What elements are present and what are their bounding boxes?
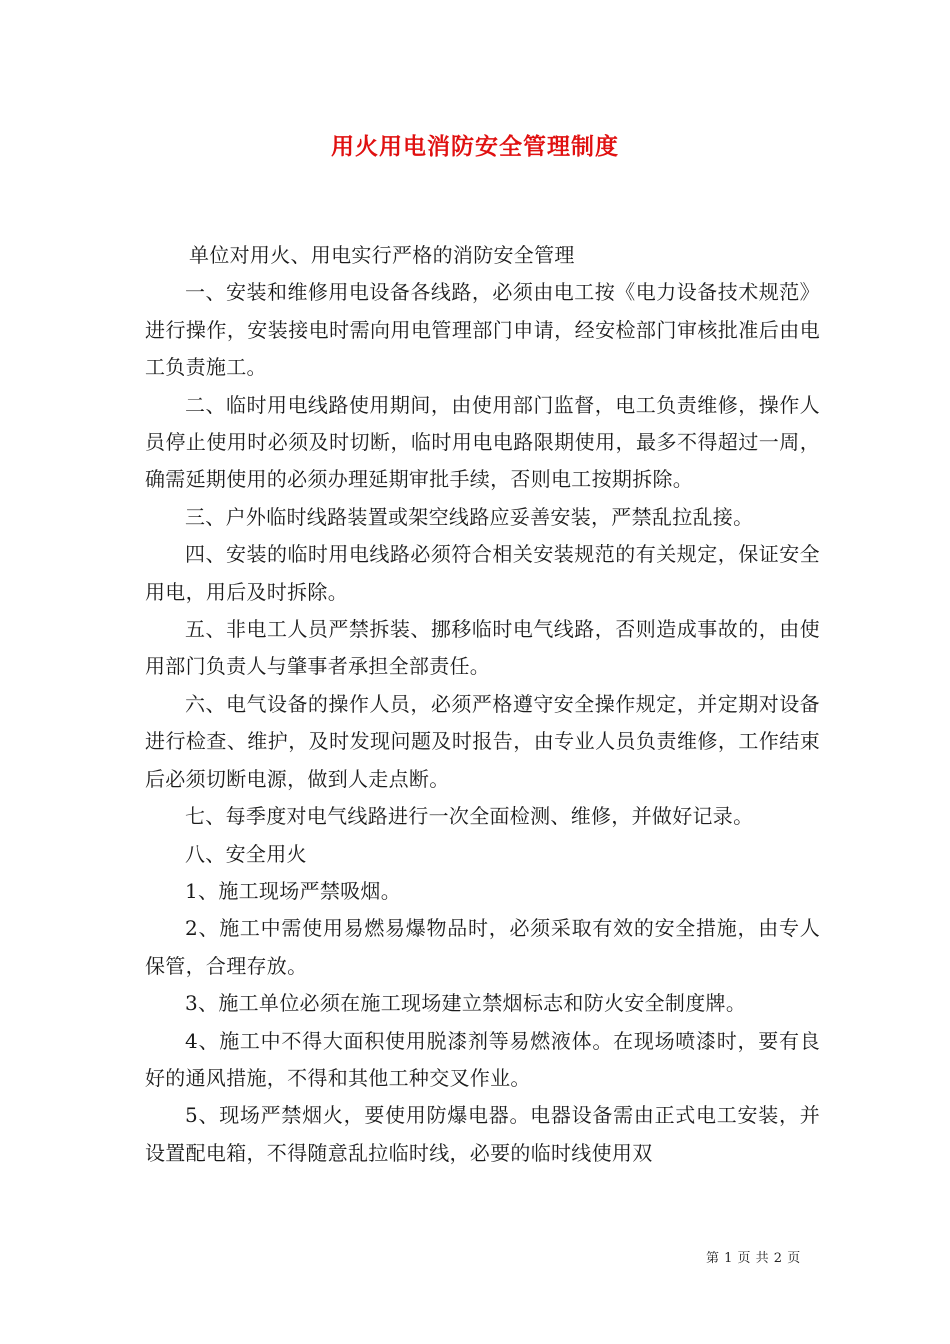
- paragraph: 三、户外临时线路装置或架空线路应妥善安装，严禁乱拉乱接。: [185, 504, 754, 529]
- paragraph: 五、非电工人员严禁拆装、挪移临时电气线路，否则造成事故的，由使用部门负责人与肇事者承担全部责任。: [145, 617, 820, 679]
- paragraph: 1、施工现场严禁吸烟。: [185, 878, 402, 903]
- document-title: 用火用电消防安全管理制度: [331, 133, 619, 160]
- paragraph: 单位对用火、用电实行严格的消防安全管理: [189, 243, 575, 267]
- document-body: [145, 237, 820, 1172]
- paragraph: 七、每季度对电气线路进行一次全面检测、维修，并做好记录。: [185, 804, 754, 829]
- paragraph: 3、施工单位必须在施工现场建立禁烟标志和防火安全制度牌。: [185, 991, 747, 1016]
- paragraph: 一、安装和维修用电设备各线路，必须由电工按《电力设备技术规范》进行操作，安装接电时需向用电管理部门申请，经安检部门审核批准后由电工负责施工。: [145, 280, 820, 380]
- paragraph: 2、施工中需使用易燃易爆物品时，必须采取有效的安全措施，由专人保管，合理存放。: [145, 916, 820, 978]
- paragraph: 八、安全用火: [185, 841, 307, 866]
- paragraph: 四、安装的临时用电线路必须符合相关安装规范的有关规定，保证安全用电，用后及时拆除。: [145, 542, 820, 604]
- page-number-footer: 第 1 页 共 2 页: [706, 1251, 801, 1266]
- paragraph: 六、电气设备的操作人员，必须严格遵守安全操作规定，并定期对设备进行检查、维护，及时发现问题及时报告，由专业人员负责维修，工作结束后必须切断电源，做到人走点断。: [145, 691, 820, 791]
- paragraph: 4、施工中不得大面积使用脱漆剂等易燃液体。在现场喷漆时，要有良好的通风措施，不得和其他工种交叉作业。: [145, 1028, 820, 1090]
- paragraph: 5、现场严禁烟火，要使用防爆电器。电器设备需由正式电工安装，并设置配电箱，不得随意乱拉临时线，必要的临时线使用双: [145, 1103, 820, 1165]
- paragraph: 二、临时用电线路使用期间，由使用部门监督，电工负责维修，操作人员停止使用时必须及时切断，临时用电电路限期使用，最多不得超过一周，确需延期使用的必须办理延期审批手续，否则电工按期拆除。: [145, 392, 820, 492]
